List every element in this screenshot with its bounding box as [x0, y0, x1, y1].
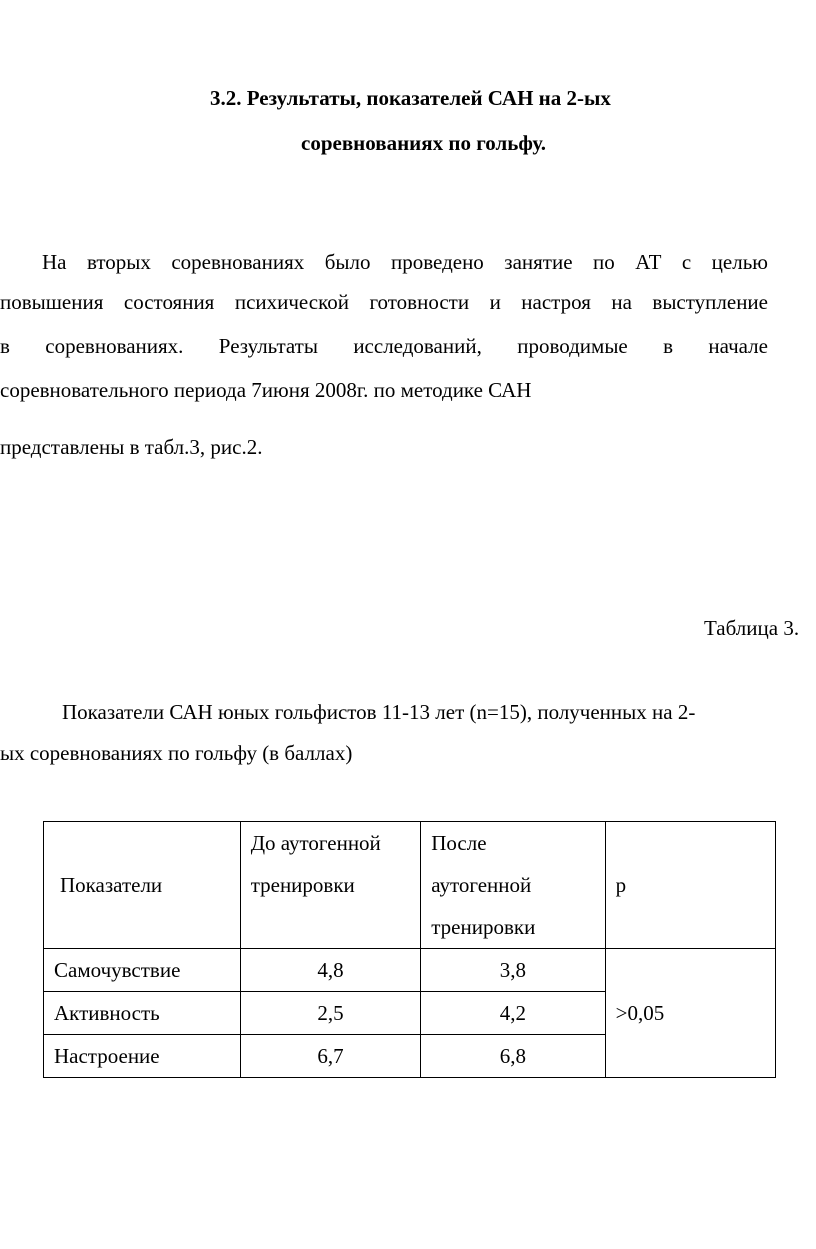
paragraph-line: повышения состояния психической готовности и настроя на выступление — [0, 290, 768, 314]
row-after-value: 4,2 — [421, 992, 605, 1035]
header-after-line1: После — [431, 831, 487, 855]
results-table — [43, 821, 776, 1078]
row-after-value: 3,8 — [421, 949, 605, 992]
table-row — [44, 949, 776, 992]
row-name: Настроение — [44, 1035, 241, 1078]
header-p: p — [605, 822, 775, 949]
row-after-value: 6,8 — [421, 1035, 605, 1078]
caption-line1: Показатели САН юных гольфистов 11-13 лет (n=15), полученных на 2- — [62, 700, 696, 724]
header-before-line2: тренировки — [250, 873, 355, 897]
caption-line2: ых соревнованиях по гольфу (в баллах) — [0, 741, 353, 765]
paragraph-line: в соревнованиях. Результаты исследований, проводимые в начале — [0, 334, 768, 358]
p-value: >0,05 — [605, 949, 775, 1078]
section-title-line2: соревнованиях по гольфу. — [301, 131, 547, 155]
section-title-line1: 3.2. Результаты, показателей САН на 2-ых — [210, 86, 611, 110]
header-after — [421, 822, 605, 949]
table-label: Таблица 3. — [704, 616, 800, 640]
row-name: Активность — [44, 992, 241, 1035]
header-indicators: Показатели — [44, 822, 241, 949]
header-after-line3: тренировки — [431, 915, 536, 939]
header-before-line1: До аутогенной — [250, 831, 381, 855]
row-before-value: 6,7 — [240, 1035, 421, 1078]
paragraph-line: представлены в табл.3, рис.2. — [0, 435, 263, 459]
row-before-value: 2,5 — [240, 992, 421, 1035]
header-after-line2: аутогенной — [431, 873, 532, 897]
row-before-value: 4,8 — [240, 949, 421, 992]
paragraph-line: На вторых соревнованиях было проведено занятие по АТ с целью — [42, 250, 768, 274]
header-before — [240, 822, 421, 949]
table-header-row — [44, 822, 776, 949]
row-name: Самочувствие — [44, 949, 241, 992]
paragraph-line: соревновательного периода 7июня 2008г. по методике САН — [0, 378, 532, 402]
